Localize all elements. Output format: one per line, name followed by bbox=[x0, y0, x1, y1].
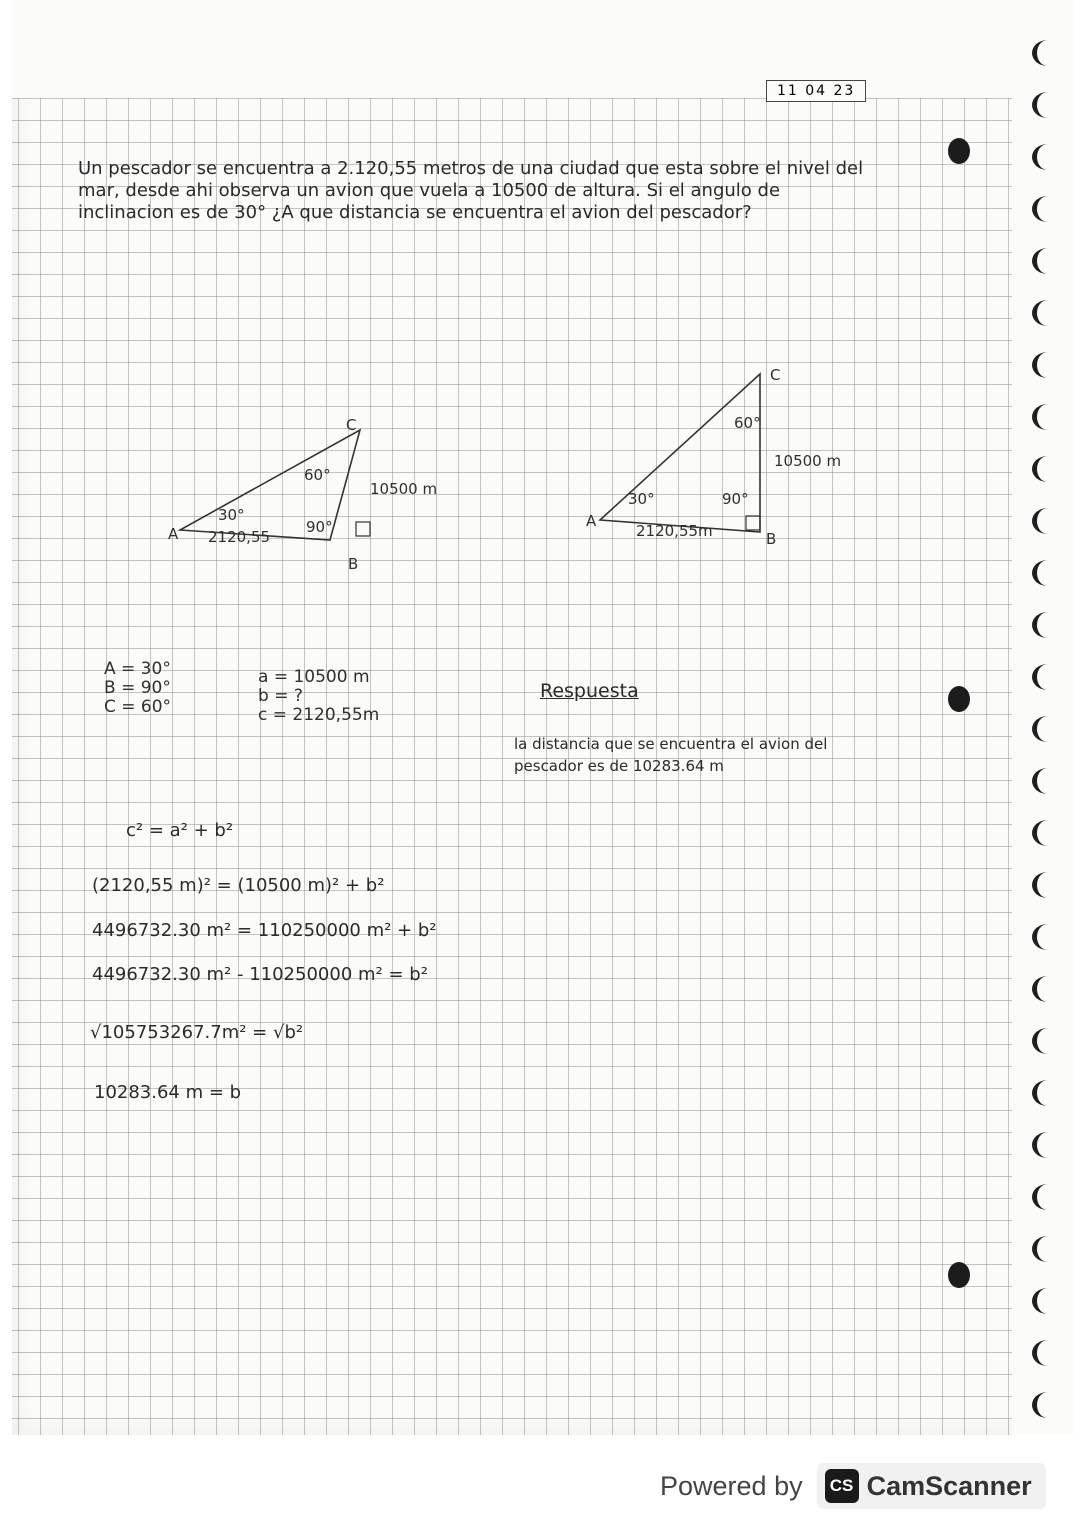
side-c-value: c = 2120,55m bbox=[258, 705, 380, 725]
step-2: (2120,55 m)² = (10500 m)² + b² bbox=[92, 875, 385, 896]
spiral-coil bbox=[1032, 92, 1063, 118]
camscanner-badge bbox=[817, 1463, 1046, 1509]
spiral-coil bbox=[1032, 1340, 1063, 1366]
spiral-coil bbox=[1032, 716, 1063, 742]
problem-statement: Un pescador se encuentra a 2.120,55 metros de una ciudad que esta sobre el nivel del mar, desde ahi observa un avion que vuela a 10500 de altura. Si el angulo de inclinacion es de 30° ¿A que distancia se encuentra el avion del pescador? bbox=[78, 158, 864, 223]
spiral-coil bbox=[1032, 560, 1063, 586]
spiral-coil bbox=[1032, 144, 1063, 170]
base-left: 2120,55 bbox=[208, 528, 271, 546]
step-6: 10283.64 m = b bbox=[94, 1082, 242, 1103]
spiral-coil bbox=[1032, 768, 1063, 794]
angle-a-right: 30° bbox=[628, 490, 655, 508]
spiral-coil bbox=[1032, 1236, 1063, 1262]
height-left: 10500 m bbox=[370, 480, 438, 498]
step-4: 4496732.30 m² - 110250000 m² = b² bbox=[92, 964, 428, 985]
triangle-left-shape bbox=[180, 430, 360, 540]
date-box: 11 04 23 bbox=[766, 80, 866, 102]
vertex-a-left: A bbox=[168, 525, 179, 543]
spiral-coil bbox=[1032, 300, 1063, 326]
angle-a-value: A = 30° bbox=[104, 659, 171, 679]
camscanner-brand: CamScanner bbox=[866, 1470, 1032, 1501]
angle-c-value: C = 60° bbox=[104, 697, 172, 717]
spiral-coil bbox=[1032, 612, 1063, 638]
step-1: c² = a² + b² bbox=[126, 820, 234, 841]
vertex-c-right: C bbox=[770, 366, 781, 384]
spiral-coil bbox=[1032, 40, 1063, 66]
vertex-b-left: B bbox=[348, 555, 359, 573]
data-angles bbox=[104, 660, 171, 717]
spiral-coil bbox=[1032, 404, 1063, 430]
spiral-coil bbox=[1032, 196, 1063, 222]
punch-hole bbox=[948, 686, 970, 712]
step-3: 4496732.30 m² = 110250000 m² + b² bbox=[92, 920, 437, 941]
angle-c-left: 60° bbox=[304, 466, 331, 484]
side-a-value: a = 10500 m bbox=[258, 667, 370, 687]
vertex-b-right: B bbox=[766, 530, 777, 548]
vertex-c-left: C bbox=[346, 416, 357, 434]
spiral-coil bbox=[1032, 248, 1063, 274]
answer-title: Respuesta bbox=[540, 680, 639, 702]
spiral-coil bbox=[1032, 1080, 1063, 1106]
answer-text: la distancia que se encuentra el avion del pescador es de 10283.64 m bbox=[514, 735, 828, 775]
spiral-coil bbox=[1032, 456, 1063, 482]
spiral-coil bbox=[1032, 664, 1063, 690]
spiral-coil bbox=[1032, 924, 1063, 950]
spiral-coil bbox=[1032, 508, 1063, 534]
spiral-coil bbox=[1032, 976, 1063, 1002]
powered-by-text: Powered by bbox=[660, 1470, 803, 1501]
spiral-coil bbox=[1032, 820, 1063, 846]
step-5: √105753267.7m² = √b² bbox=[90, 1022, 304, 1043]
triangle-right-shape bbox=[600, 374, 760, 532]
camscanner-logo-icon: CS bbox=[825, 1469, 859, 1503]
angle-b-right: 90° bbox=[722, 490, 749, 508]
angle-b-left: 90° bbox=[306, 518, 333, 536]
side-b-value: b = ? bbox=[258, 686, 303, 706]
right-angle-mark bbox=[746, 516, 760, 530]
height-right: 10500 m bbox=[774, 452, 842, 470]
spiral-coil bbox=[1032, 872, 1063, 898]
data-sides bbox=[258, 668, 379, 725]
spiral-coil bbox=[1032, 1392, 1063, 1418]
spiral-coil bbox=[1032, 1132, 1063, 1158]
punch-hole bbox=[948, 1262, 970, 1288]
spiral-coil bbox=[1032, 1288, 1063, 1314]
vertex-a-right: A bbox=[586, 512, 597, 530]
base-right: 2120,55m bbox=[636, 522, 713, 540]
camscanner-footer bbox=[660, 1460, 1060, 1512]
right-angle-mark bbox=[356, 522, 370, 536]
spiral-coil bbox=[1032, 352, 1063, 378]
angle-a-left: 30° bbox=[218, 506, 245, 524]
page-header-area bbox=[12, 0, 1074, 98]
punch-hole bbox=[948, 138, 970, 164]
angle-b-value: B = 90° bbox=[104, 678, 171, 698]
spiral-coil bbox=[1032, 1184, 1063, 1210]
angle-c-right: 60° bbox=[734, 414, 761, 432]
spiral-coil bbox=[1032, 1028, 1063, 1054]
